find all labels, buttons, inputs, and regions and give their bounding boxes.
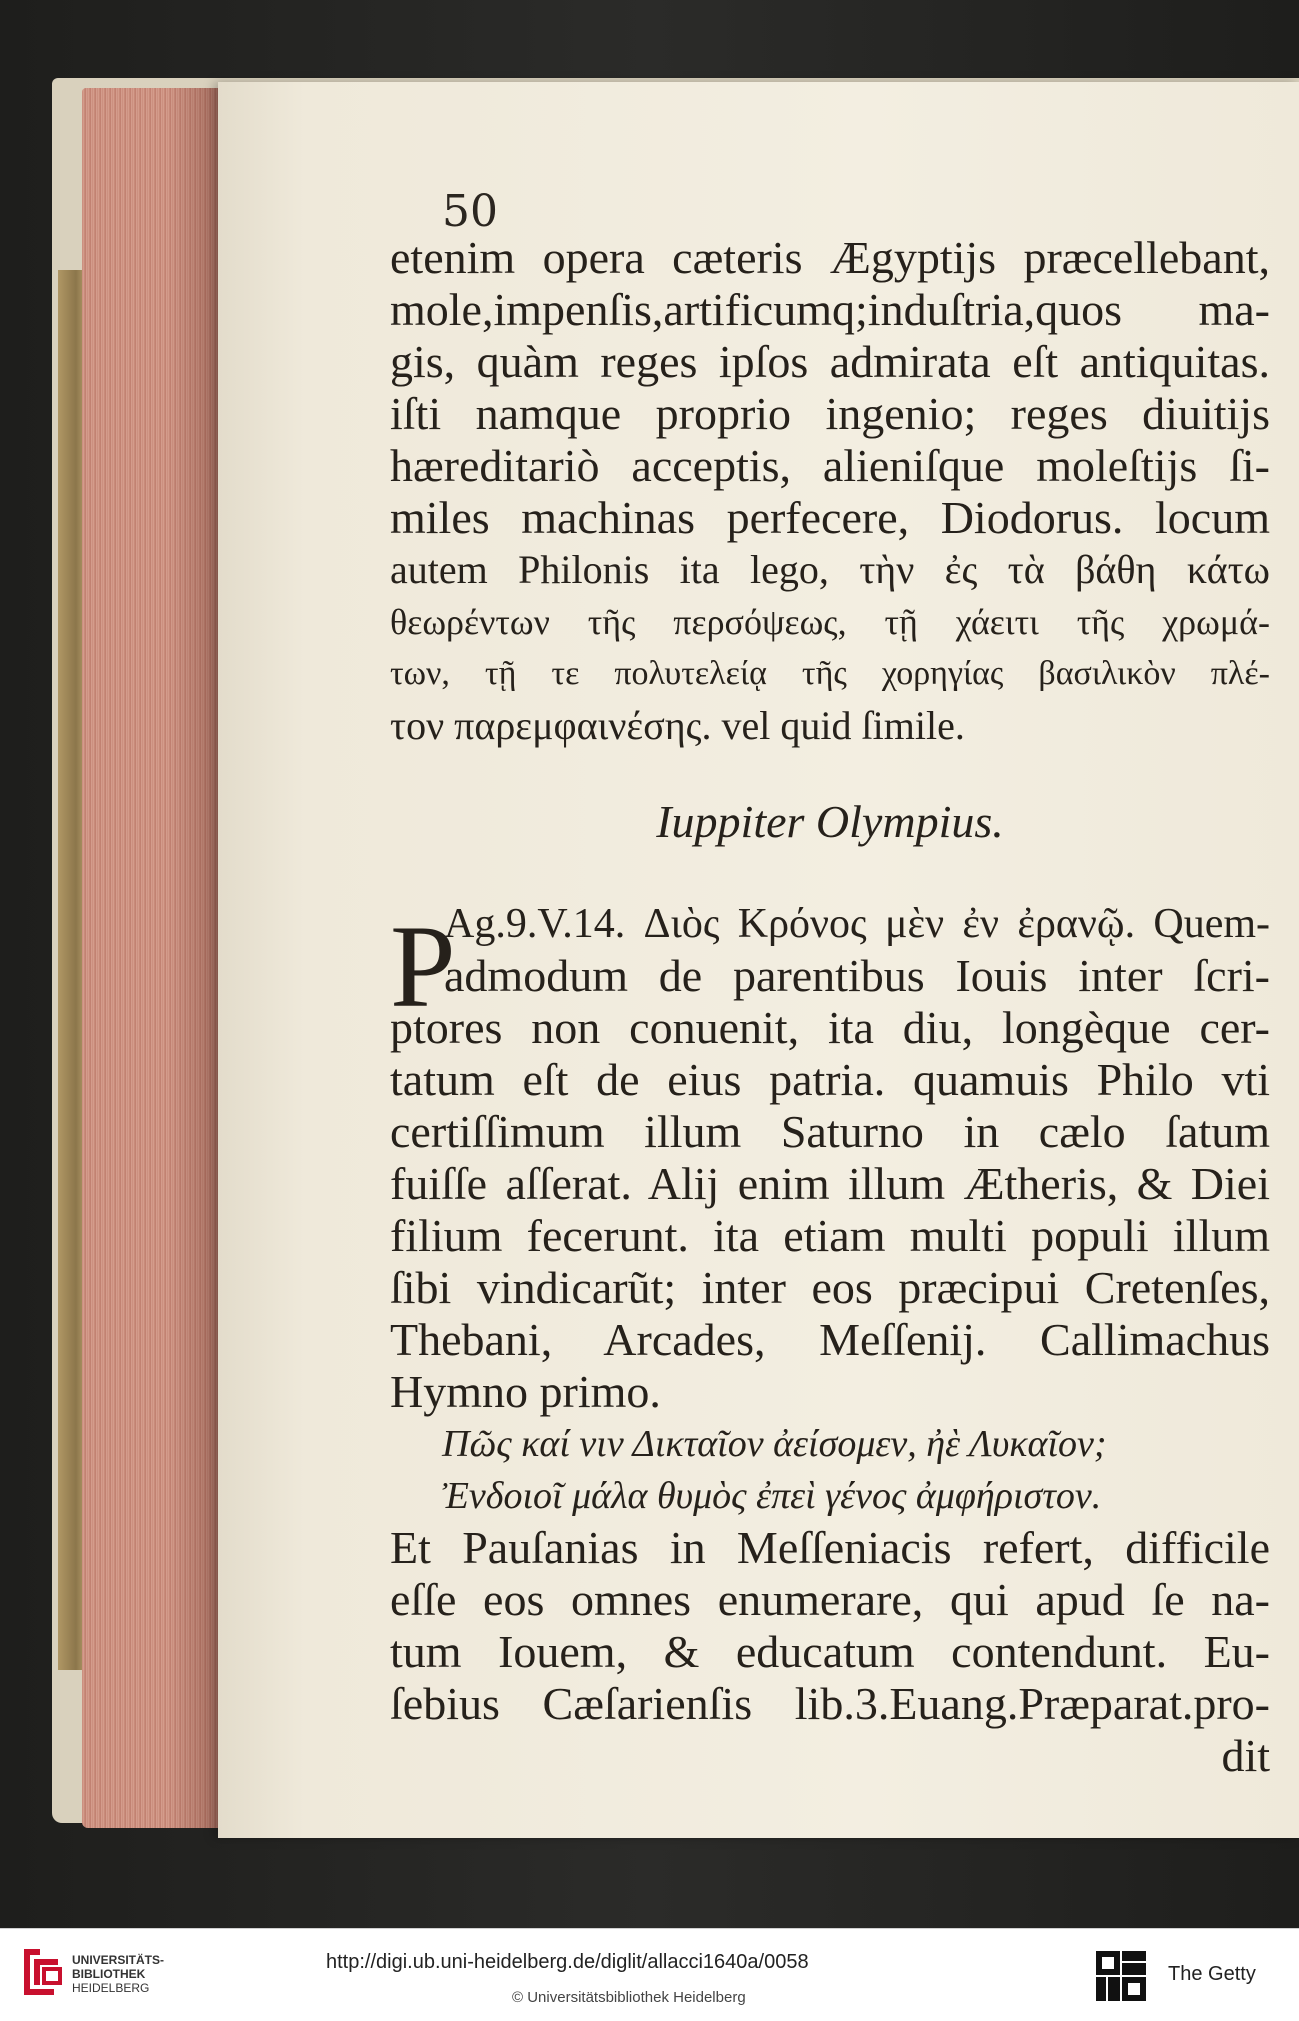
page-text xyxy=(390,232,1270,1782)
text-line: gis, quàm reges ipſos admirata eſt antiquitas. xyxy=(390,336,1270,387)
getty-logo-icon[interactable] xyxy=(1094,1949,1148,2003)
text-line: eſſe eos omnes enumerare, qui apud ſe na- xyxy=(390,1574,1270,1625)
text-line: tum Iouem, & educatum contendunt. Eu- xyxy=(390,1626,1270,1677)
text-line: ſebius Cæſarienſis lib.3.Euang.Præparat.pro- xyxy=(390,1678,1270,1729)
text-line: iſti namque proprio ingenio; reges diuitijs xyxy=(390,388,1270,439)
text-line: Thebani, Arcades, Meſſenij. Callimachus xyxy=(390,1314,1270,1365)
text-line: mole,impenſis,artificumq;induſtria,quos ma- xyxy=(390,284,1270,335)
text-line: hæreditariò acceptis, alieniſque moleſtijs ſi- xyxy=(390,440,1270,491)
text-line: fuiſſe aſſerat. Alij enim illum Ætheris, & Diei xyxy=(390,1158,1270,1209)
catchword: dit xyxy=(1221,1730,1270,1781)
text-line: tatum eſt de eius patria. quamuis Philo vti xyxy=(390,1054,1270,1105)
page-number: 50 xyxy=(442,186,498,237)
text-line: admodum de parentibus Iouis inter ſcri- xyxy=(444,950,1270,1001)
university-library-name xyxy=(72,1953,164,1995)
text-line: τον παρεμφαινέσης. vel quid ſimile. xyxy=(390,703,965,748)
text-line: certiſſimum illum Saturno in cælo ſatum xyxy=(390,1106,1270,1157)
library-line: UNIVERSITÄTS- xyxy=(72,1953,165,1967)
library-line: HEIDELBERG xyxy=(72,1981,150,1995)
text-line: ſibi vindicarũt; inter eos præcipui Cretenſes, xyxy=(390,1262,1270,1313)
text-line: των, τῇ τε πολυτελείᾳ τῆς χορηγίας βασιλικὸν πλέ- xyxy=(390,655,1270,692)
viewer-footer xyxy=(0,1928,1299,2021)
library-line: BIBLIOTHEK xyxy=(72,1967,146,1981)
text-line: Hymno primo. xyxy=(390,1366,661,1417)
text-line: θεωρέντων τῆς περσόψεως, τῇ χάειτι τῆς χρωμά- xyxy=(390,602,1270,642)
getty-name: The Getty xyxy=(1168,1963,1256,1985)
section-heading: Iuppiter Olympius. xyxy=(656,796,1004,847)
text-line: Et Pauſanias in Meſſeniacis refert, difficile xyxy=(390,1522,1270,1573)
text-line: Ag.9.V.14. Διὸς Κρόνος μὲν ἐν ἐρανῷ. Quem- xyxy=(444,901,1270,947)
verse-line: Ἐνδοιοῖ μάλα θυμὸς ἐπεὶ γένος ἀμφήριστον. xyxy=(442,1475,1102,1517)
text-line: etenim opera cæteris Ægyptijs præcellebant, xyxy=(390,232,1270,283)
drop-cap: P xyxy=(390,901,456,1032)
text-line: ptores non conuenit, ita diu, longèque cer- xyxy=(390,1002,1270,1053)
permalink-url[interactable]: http://digi.ub.uni-heidelberg.de/diglit/allacci1640a/0058 xyxy=(326,1951,809,1973)
copyright-notice: © Universitätsbibliothek Heidelberg xyxy=(512,1989,746,2006)
text-line: filium fecerunt. ita etiam multi populi illum xyxy=(390,1210,1270,1261)
text-line: miles machinas perfecere, Diodorus. locum xyxy=(390,492,1270,543)
university-library-logo-icon[interactable] xyxy=(14,1945,64,1999)
page-edges-shadow xyxy=(168,88,218,1828)
text-line: autem Philonis ita lego, τὴν ἐς τὰ βάθη κάτω xyxy=(390,547,1270,592)
verse-line: Πῶς καί νιν Δικταῖον ἀείσομεν, ἠὲ Λυκαῖον; xyxy=(442,1423,1107,1465)
